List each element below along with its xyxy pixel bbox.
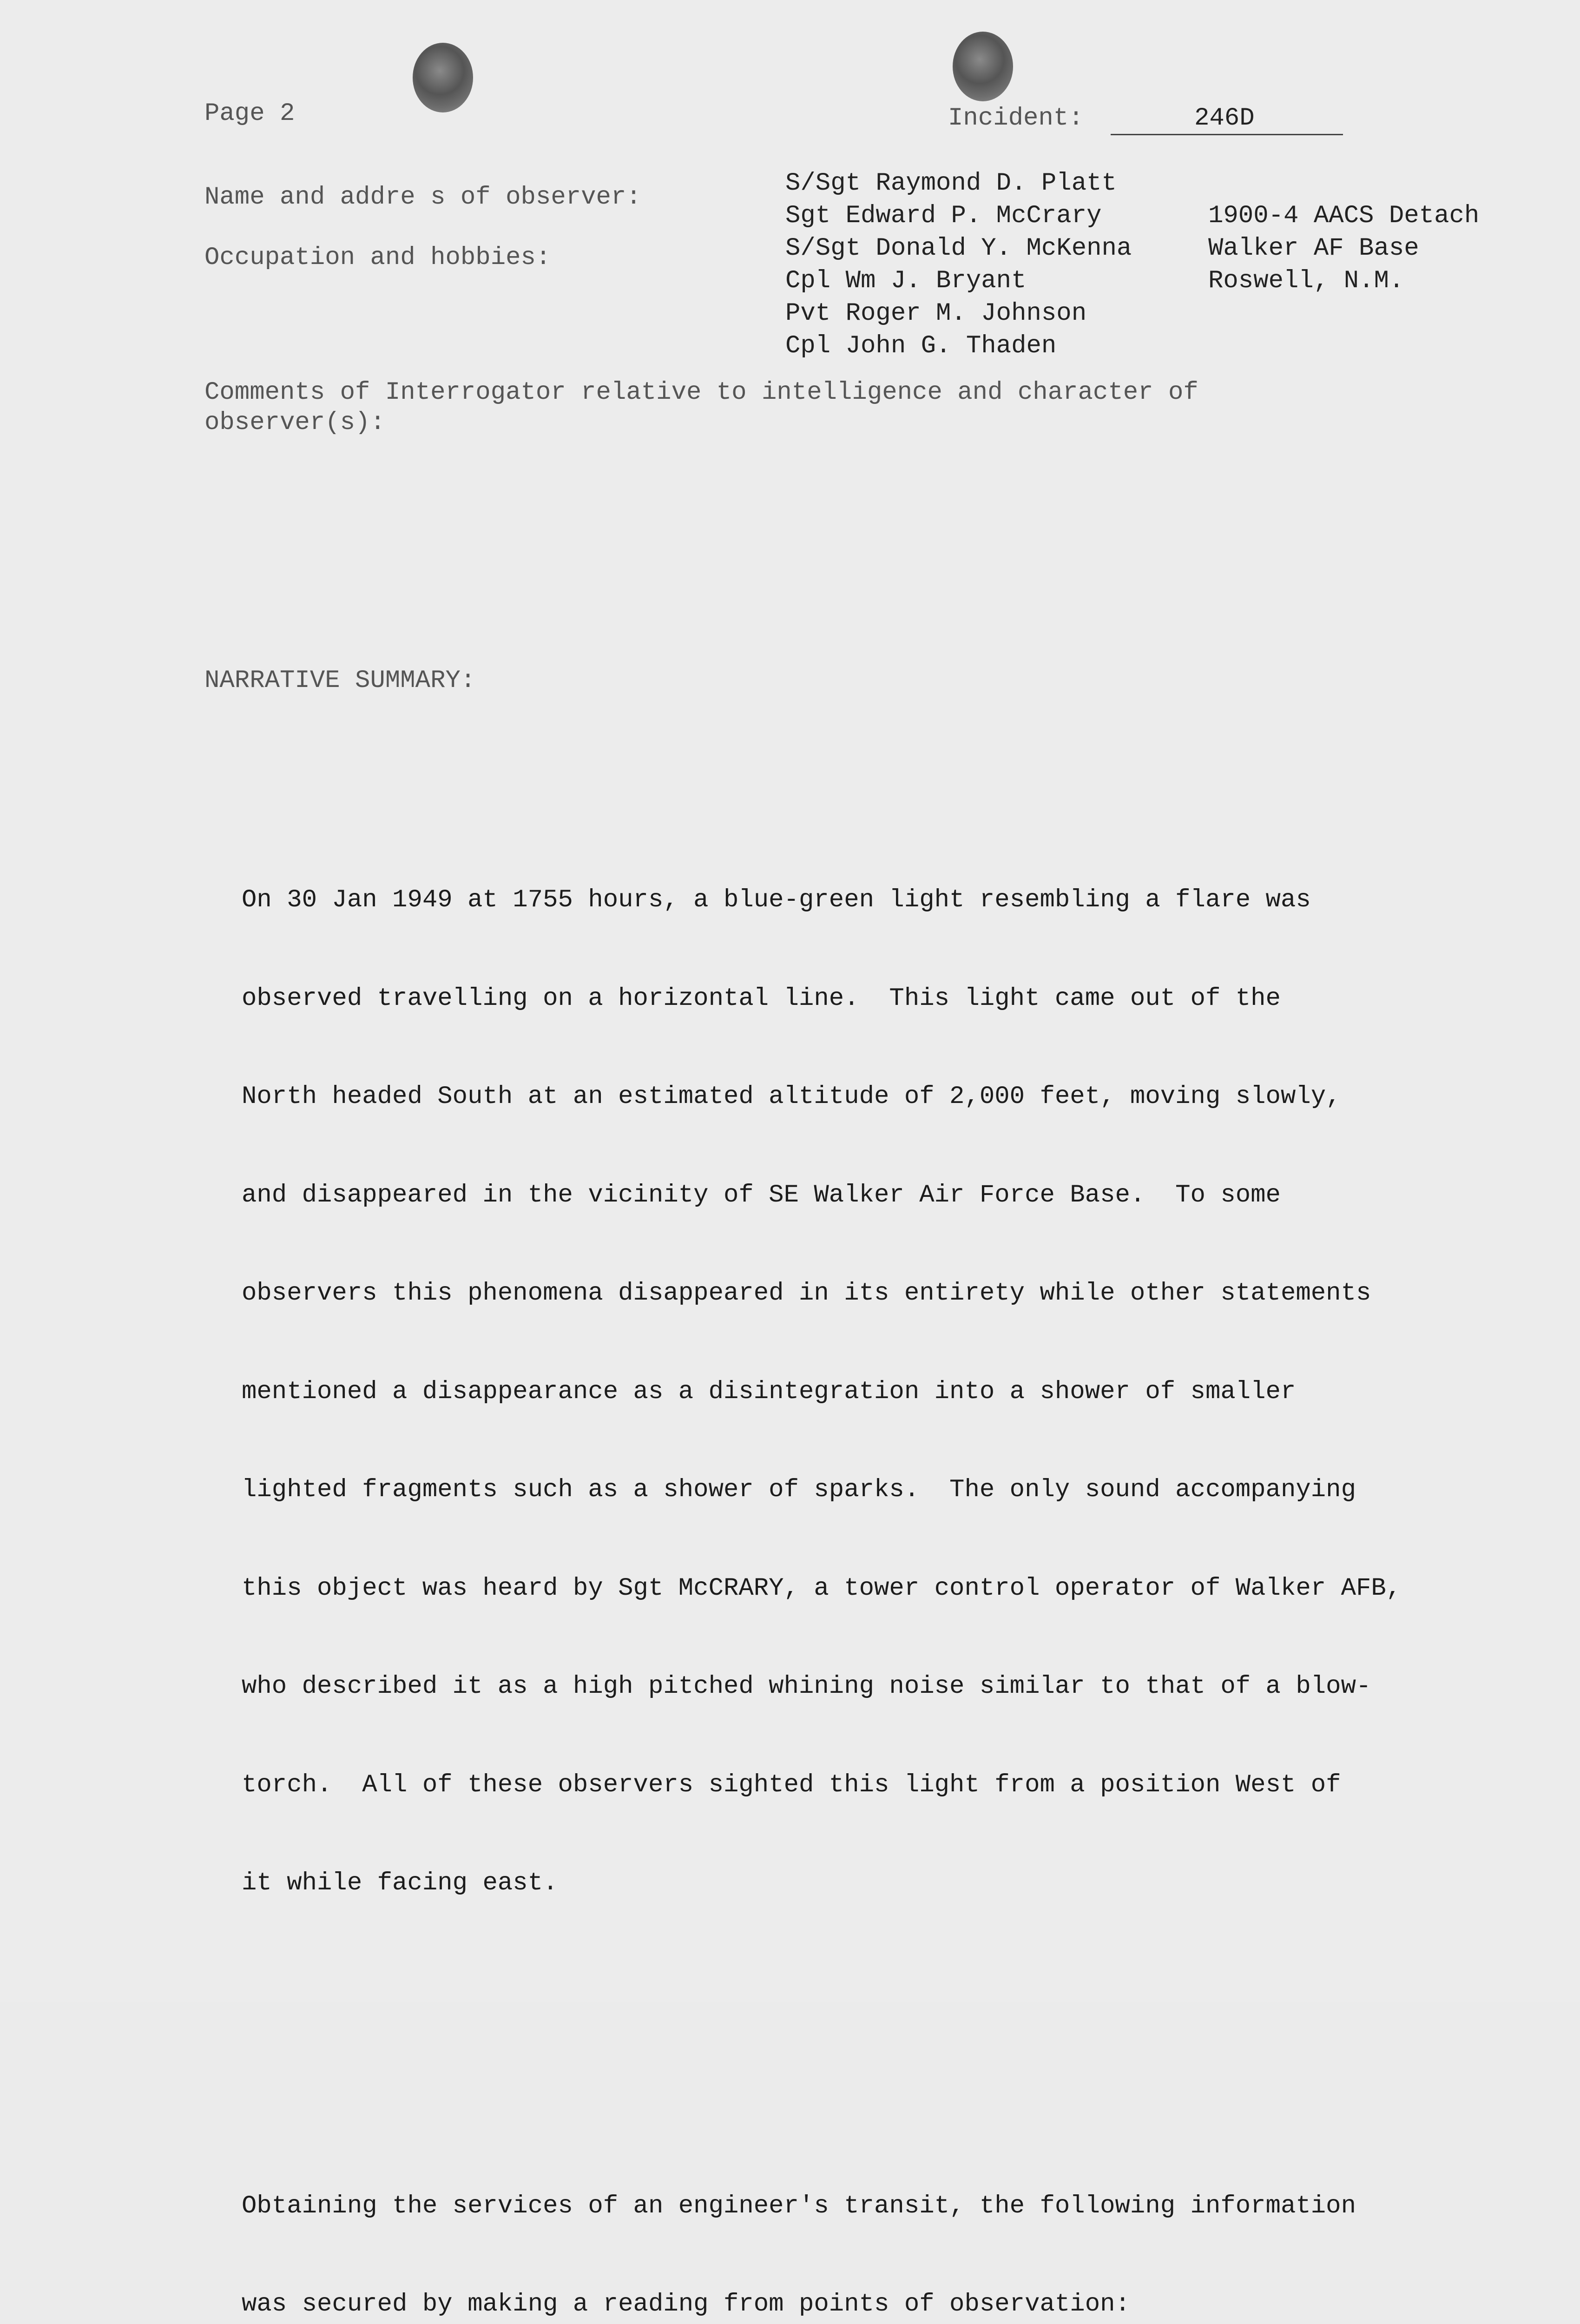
narrative-line: it while facing east. (242, 1867, 1534, 1900)
narrative-line: observers this phenomena disappeared in its entirety while other statements (242, 1277, 1534, 1310)
narrative-line: mentioned a disappearance as a disintegration into a shower of smaller (242, 1376, 1534, 1409)
observer-name-6: Cpl John G. Thaden (785, 330, 1056, 363)
incident-number: 246D (1194, 102, 1255, 135)
observer-address-2: Walker AF Base (1208, 232, 1419, 265)
narrative-line: observed travelling on a horizontal line. This light came out of the (242, 983, 1534, 1016)
observer-name-5: Pvt Roger M. Johnson (785, 297, 1086, 330)
narrative-line: torch. All of these observers sighted this light from a position West of (242, 1769, 1534, 1802)
incident-underline (1111, 134, 1343, 135)
observer-name-3: S/Sgt Donald Y. McKenna (785, 232, 1132, 265)
narrative-line: who described it as a high pitched whining noise similar to that of a blow- (242, 1670, 1534, 1703)
narrative-line: North headed South at an estimated altitude of 2,000 feet, moving slowly, (242, 1081, 1534, 1114)
narrative-line: this object was heard by Sgt McCRARY, a tower control operator of Walker AFB, (242, 1572, 1534, 1605)
page-label: Page 2 (204, 98, 295, 130)
observer-address-1: 1900-4 AACS Detach (1208, 200, 1479, 232)
comments-line-1: Comments of Interrogator relative to intelligence and character of (204, 376, 1198, 409)
punch-hole-right (953, 32, 1013, 101)
name-address-label: Name and addre s of observer: (204, 181, 641, 214)
narrative-line: On 30 Jan 1949 at 1755 hours, a blue-green light resembling a flare was (242, 884, 1534, 917)
narrative-line: Obtaining the services of an engineer's transit, the following information (242, 2190, 1534, 2223)
observer-name-4: Cpl Wm J. Bryant (785, 265, 1026, 297)
observer-address-3: Roswell, N.M. (1208, 265, 1404, 297)
occupation-label: Occupation and hobbies: (204, 242, 551, 274)
narrative-heading: NARRATIVE SUMMARY: (204, 665, 475, 697)
punch-hole-left (413, 43, 473, 112)
narrative-paragraph-1 (242, 819, 1534, 1966)
incident-label: Incident: (948, 102, 1084, 135)
narrative-line: lighted fragments such as a shower of sparks. The only sound accompanying (242, 1474, 1534, 1507)
observer-name-2: Sgt Edward P. McCrary (785, 200, 1102, 232)
narrative-paragraph-2 (242, 2125, 1534, 2324)
narrative-body (242, 753, 1534, 2324)
comments-line-2: observer(s): (204, 407, 385, 439)
narrative-line: and disappeared in the vicinity of SE Walker Air Force Base. To some (242, 1179, 1534, 1212)
narrative-line: was secured by making a reading from points of observation: (242, 2288, 1534, 2321)
observer-name-1: S/Sgt Raymond D. Platt (785, 167, 1117, 200)
